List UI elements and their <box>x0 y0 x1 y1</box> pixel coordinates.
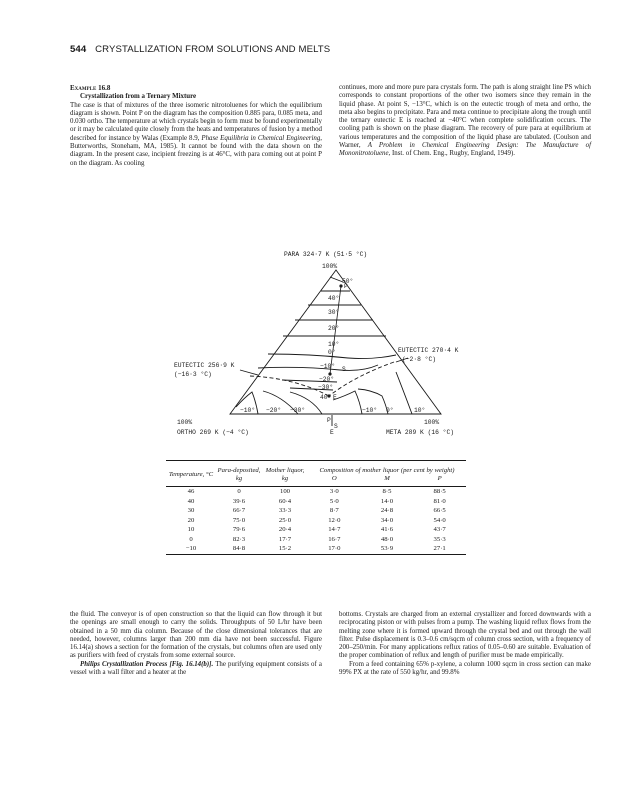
meta-pct: 100% <box>424 419 440 426</box>
page-number: 544 <box>70 44 87 55</box>
apex-pct: 100% <box>322 263 338 270</box>
isotherm-m10 <box>258 365 378 370</box>
base-temp-5: 0° <box>386 407 394 414</box>
bottom-right-paragraph-2: From a feed containing 65% p-xylene, a column 1000 sqcm in cross section can make 99% PX at the rate of 550 kg/hr, and 99.8% <box>339 660 591 677</box>
col-header-para: Para-deposited, kg <box>217 467 261 482</box>
col-header-composition: Composition of mother liquor (per cent by weight) <box>319 467 455 474</box>
bottom-mark-P: P <box>327 417 331 424</box>
table-row: −10 84·8 15·2 17·0 53·9 27·1 <box>185 545 446 552</box>
isotherm-label-0: 0° <box>328 349 336 356</box>
base-temp-4: −10° <box>362 407 378 414</box>
bottom-mark-S: S <box>334 423 338 430</box>
isotherm-label-10: 10° <box>328 341 340 348</box>
eutectic-trough-right <box>329 362 394 396</box>
eutectic-right-label: EUTECTIC 270·4 K <box>398 347 459 354</box>
bottom-mark-E: E <box>330 429 334 436</box>
isotherm-label-30: 30° <box>328 309 340 316</box>
table-row: 30 66·7 33·3 8·7 24·8 66·5 <box>187 507 446 514</box>
base-temp-6: 10° <box>414 407 426 414</box>
col-header-p: P <box>437 475 442 482</box>
col-header-temperature: Temperature, °C <box>168 471 214 478</box>
table-row: 20 75·0 25·0 12·0 34·0 54·0 <box>187 516 446 524</box>
isotherm-label-40: 40° <box>328 295 340 302</box>
isotherm-label-40: 40° <box>320 394 332 401</box>
base-arc-6 <box>396 372 412 414</box>
col-header-mother: Mother liquor, kg <box>265 467 305 482</box>
table-row: 0 82·3 17·7 16·7 48·0 35·3 <box>189 535 446 543</box>
isotherm-label-m20: −20° <box>319 376 335 383</box>
example-continuation: continues, more and more pure para crystals form. The path is along straight line PS which corresponds to constant proportions of the other two isomers since they remain in the liquid phase. At point S, −13°C, which is on the eutectic trough of meta and ortho, the meta also begins to precipitate. Para and meta continue to precipitate along the trough until the ternary eutectic E is reached at −40°C when complete solidification occurs. The cooling path is shown on the phase diagram. The recovery of pure para at equilibrium at various temperatures and the composition of the liquid phase are tabulated. (Coulson and Warner, A Problem in Chemical Engineering Design: The Manufacture of Mononitrotoluene, Inst. of Chem. Eng., Rugby, England, 1949). <box>339 84 591 158</box>
isotherm-label-m10: −10° <box>320 363 336 370</box>
meta-label: META 289 K (16 °C) <box>386 429 455 436</box>
isotherm-label-m30: −30° <box>318 384 334 391</box>
isotherm-label-50: 50° <box>342 278 354 285</box>
running-title: CRYSTALLIZATION FROM SOLUTIONS AND MELTS <box>95 44 331 55</box>
bottom-left-column <box>70 611 322 677</box>
cooling-data-table <box>166 460 466 556</box>
bottom-right-column <box>339 611 591 677</box>
col-header-o: O <box>331 475 337 482</box>
base-temp-1: −10° <box>240 407 256 414</box>
example-title: Crystallization from a Ternary Mixture <box>80 93 197 101</box>
ortho-pct: 100% <box>177 419 193 426</box>
bottom-left-paragraph-2: Philips Crystallization Process [Fig. 16.14(b)]. The purifying equipment consists of a vessel with a wall filter and a heater at the <box>70 660 322 677</box>
ortho-label: ORTHO 269 K (−4 °C) <box>177 429 249 436</box>
base-temp-3: −30° <box>290 407 306 414</box>
base-arc-4 <box>333 391 362 414</box>
table-row: 46 0 100 3·0 8·5 88·5 <box>187 488 446 495</box>
point-E-label: E <box>333 394 337 401</box>
point-P-label: P <box>344 283 348 290</box>
example-paragraph: The case is that of mixtures of the three isomeric nitrotoluenes for which the equilibrium diagram is shown. Point P on the diagram has the composition 0.885 para, 0.085 meta, and 0.030 ortho. The temperature at which crystals begin to form must be found experimentally or it may be calculated quite closely from the heats and temperatures of fusion by a method described for instance by Walas (Example 8.9, Phase Equilibria in Chemical Engineering, Butterworths, Stoneham, MA, 1985). It cannot be found with the data shown on the diagram. In the present case, incipient freezing is at 46°C, with para coming out at point P on the diagram. As cooling <box>70 101 322 167</box>
example-label: Example 16.8 <box>70 84 111 92</box>
point-S-label: S <box>342 366 346 373</box>
bottom-left-paragraph-1: the fluid. The conveyor is of open construction so that the liquid can flow through it but the openings are small enough to carry the solids. Throughputs of 50 L/hr have been obtained in a 50 mm dia column. Because of the close dimensional tolerances that are needed, however, columns larger than 200 mm dia have not been successful. Figure 16.14(a) shows a section for the formation of the crystals, but columns often are used only as purifiers with feed of crystals from some external source. <box>70 611 322 660</box>
leader-left <box>240 370 258 375</box>
table-row: 10 79·6 20·4 14·7 41·6 43·7 <box>187 526 446 533</box>
table-row: 40 39·6 60·4 5·0 14·0 81·0 <box>187 497 446 505</box>
eutectic-left-label: EUTECTIC 256·9 K <box>174 362 235 369</box>
bottom-right-paragraph-1: bottoms. Crystals are charged from an external crystallizer and forced downwards with a reciprocating piston or with pulses from a pump. The washing liquid reflux flows from the melting zone where it is formed upward through the crystal bed and out through the wall filter. Pulse displacement is 0.3–0.6 cm/sqcm of column cross section, with a frequency of 200–250/min. For many applications reflux ratios of 0.05–0.60 are suitable. Evaluation of the proper combination of reflux and length of purifier must be made empirically. <box>339 611 591 660</box>
col-header-m: M <box>384 475 390 482</box>
eutectic-right-temp: (−2·8 °C) <box>402 356 437 363</box>
base-temp-2: −20° <box>266 407 282 414</box>
isotherm-label-20: 20° <box>328 325 340 332</box>
eutectic-left-temp: (−16·3 °C) <box>174 371 212 378</box>
apex-label: PARA 324·7 K (51·5 °C) <box>284 251 368 258</box>
